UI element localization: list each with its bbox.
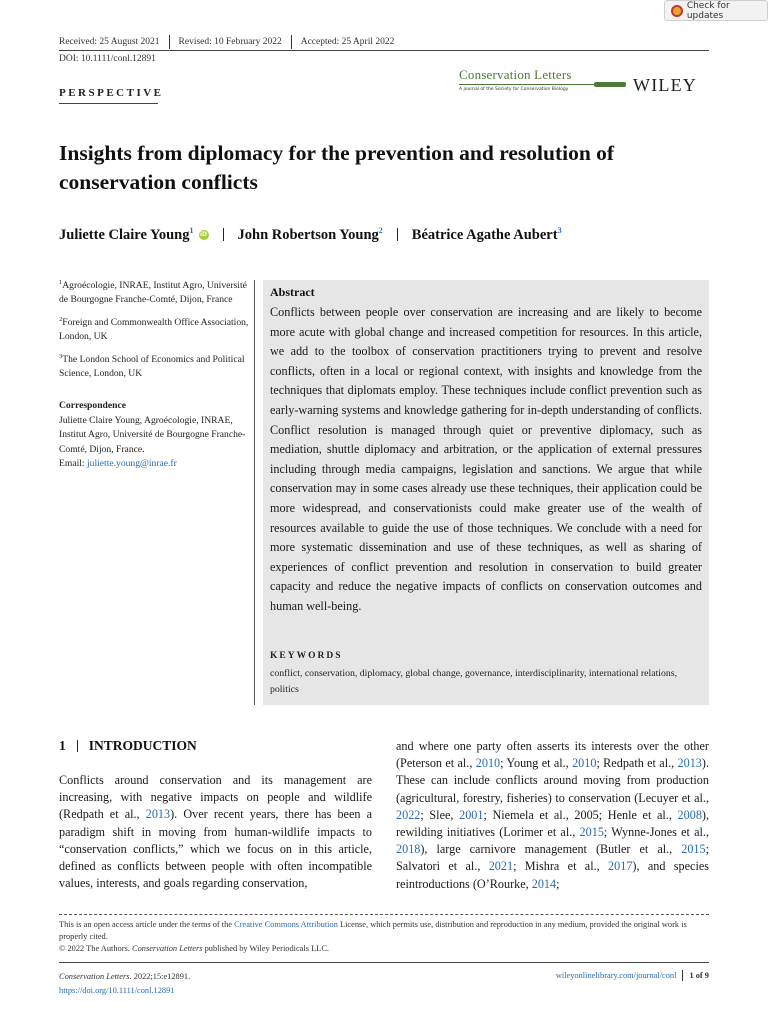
body-text-left	[59, 772, 372, 892]
received-date: Received: 25 August 2021	[59, 37, 160, 47]
correspondence-heading: Correspondence	[59, 400, 126, 411]
section-rule	[59, 103, 158, 104]
divider	[397, 228, 398, 241]
divider	[169, 35, 170, 49]
section-heading	[59, 738, 197, 754]
abstract-heading: Abstract	[270, 285, 315, 299]
copyright: © 2022 The Authors. Conservation Letters published by Wiley Periodicals LLC.	[59, 943, 329, 953]
footer-citation	[59, 970, 190, 997]
reference-link[interactable]: 2010	[475, 756, 501, 771]
reference-link[interactable]: 2008	[677, 807, 702, 822]
abstract-box	[263, 280, 709, 705]
accepted-date: Accepted: 25 April 2022	[300, 37, 395, 47]
body-text-right	[396, 738, 709, 893]
orcid-icon[interactable]: iD	[199, 230, 208, 238]
journal-subtitle: A journal of the Society for Conservation Biology	[459, 87, 569, 92]
check-for-updates-label: Check for updates	[686, 0, 730, 21]
cc-license-link[interactable]: Creative Commons Attribution	[234, 920, 338, 929]
abstract-text: Conflicts between people over conservation are increasing and are likely to become more acute with global change and increased competition for resources. In this article, we add to the toolbox of conservation practitioners trying to prevent and resolve conflicts, often in a local or regional context, with insights and knowledge from the techniques that diplomats employ. These techniques include conflict prevention such as early-warning systems and knowledge gathering for in-depth understanding of conflicts. Conflict resolution is managed through quiet or preventive diplomacy, such as mediation, shuttle diplomacy and arbitration, or the application of external pressures including through media campaigns, legislation and sanctions. We argue that while conservation may in some cases already use these techniques, their application could be more widespread, and conservationists could make greater use of the wealth of resources available to guide the use of those techniques. We conclude with a need for more systematic dissemination and use of these techniques, as well as sharing of experiences of conflict prevention and resolution in conservation to build greater capacity and reduce the negative impacts of conflicts on conservation outcomes and human well-being.	[270, 305, 702, 613]
body-text-segment: ). Over recent years, there has been a paradigm shift in moving from human-wildlife impacts to “conservation conflicts,” which we focus on in this article, defined as conflicts between people with often incompatible values, interests, and goals regarding conservation,	[59, 807, 372, 891]
body-text-segment: ). These can include conflicts around moving from production (agricultural, forestry, fisheries) to conservation (Lecuyer et al.,	[396, 756, 709, 805]
page-number: 1 of 9	[689, 971, 709, 980]
email-link[interactable]: juliette.young@inrae.fr	[86, 458, 177, 469]
section-title: INTRODUCTION	[88, 738, 197, 753]
reference-link[interactable]: 2015	[681, 842, 706, 857]
keywords: conflict, conservation, diplomacy, global change, governance, interdisciplinarity, international relations, politics	[270, 668, 678, 695]
reference-link[interactable]: 2014	[531, 876, 557, 891]
body-text-segment: ), rewilding initiatives (Lorimer et al.,	[396, 807, 710, 840]
author-list	[59, 226, 562, 244]
header-rule	[59, 50, 709, 51]
affiliation: $^2$Foreign and Commonwealth Office Association, London, UK	[59, 315, 249, 343]
body-text-segment: ;	[556, 876, 560, 891]
reference-link[interactable]: 2010	[572, 756, 597, 771]
license-text: This is an open access article under the terms of the Creative Commons Attribution License, which permits use, distribution and reproduction in any medium, provided the original work is properly cited.	[59, 920, 687, 941]
author-name[interactable]: John Robertson Young$^2$	[237, 226, 383, 243]
author-name[interactable]: Béatrice Agathe Aubert$^3$	[411, 226, 562, 243]
journal-site-link[interactable]: wileyonlinelibrary.com/journal/conl	[555, 971, 677, 980]
article-title: Insights from diplomacy for the prevention and resolution of conservation conflicts	[59, 141, 615, 194]
author-name[interactable]: Juliette Claire Young$^1$	[59, 226, 194, 243]
doi: DOI: 10.1111/conl.12891	[59, 54, 156, 64]
reference-link[interactable]: 2015	[579, 825, 604, 840]
body-text-segment: ; Salvatori et al.,	[396, 842, 709, 874]
body-text-segment: ; Redpath et al.,	[596, 756, 678, 771]
body-text-segment: and where one party often asserts its interests over the other (Peterson et al.,	[396, 739, 709, 771]
open-access-badge	[594, 82, 626, 87]
doi-link[interactable]: https://doi.org/10.1111/conl.12891	[59, 985, 175, 995]
body-text-segment: ), large carnivore management (Butler et al.,	[420, 842, 682, 857]
section-number: 1	[59, 738, 66, 753]
body-text-segment: ), and species reintroductions (O’Rourke,	[396, 859, 709, 891]
body-text-segment: ; Mishra et al.,	[513, 859, 609, 874]
body-text-segment: ; Niemela et al., 2005; Henle et al.,	[483, 807, 678, 822]
divider	[291, 35, 292, 49]
reference-link[interactable]: 2018	[396, 842, 421, 857]
reference-link[interactable]: 2017	[608, 859, 633, 874]
affiliations	[59, 276, 249, 386]
divider	[682, 970, 683, 981]
article-dates	[59, 35, 394, 49]
divider	[223, 228, 224, 241]
reference-link[interactable]: 2021	[488, 859, 514, 874]
reference-link[interactable]: 2013	[677, 756, 702, 771]
divider	[77, 740, 78, 752]
citation: Conservation Letters. 2022;15:e12891.	[59, 972, 191, 981]
correspondence-text: Juliette Claire Young, Agroécologie, INRAE, Institut Agro, Université de Bourgogne Franche-Comté, Dijon, France.	[59, 414, 246, 455]
section-type: PERSPECTIVE	[59, 87, 164, 99]
crossmark-icon	[671, 5, 683, 17]
abstract-rule	[254, 280, 255, 705]
affiliation: $^3$The London School of Economics and Political Science, London, UK	[59, 352, 245, 380]
footer-right	[556, 970, 709, 981]
footer-rule	[59, 962, 709, 963]
check-for-updates-button[interactable]	[664, 0, 768, 21]
journal-logo[interactable]	[459, 67, 627, 95]
footnote-rule	[59, 914, 709, 915]
journal-name: Conservation Letters	[459, 67, 572, 82]
body-text-segment: Conflicts around conservation and its management are increasing, with negative impacts on people and wildlife (Redpath et al.,	[59, 773, 372, 822]
reference-link[interactable]: 2001	[459, 807, 484, 822]
reference-link[interactable]: 2022	[396, 807, 421, 822]
correspondence	[59, 399, 249, 472]
body-text-segment: ; Young et al.,	[500, 756, 573, 771]
reference-link[interactable]: 2013	[145, 807, 171, 822]
body-text-segment: ; Slee,	[420, 807, 460, 822]
keywords-heading: KEYWORDS	[270, 651, 343, 661]
correspondence-email-line: Email: juliette.young@inrae.fr	[59, 458, 177, 469]
publisher-logo[interactable]: WILEY	[633, 75, 697, 95]
revised-date: Revised: 10 February 2022	[178, 37, 282, 47]
license-note	[59, 919, 711, 954]
body-text-segment: ; Wynne-Jones et al.,	[603, 825, 710, 840]
affiliation: $^1$Agroécologie, INRAE, Institut Agro, Université de Bourgogne Franche-Comté, Dijon, France	[59, 279, 247, 306]
